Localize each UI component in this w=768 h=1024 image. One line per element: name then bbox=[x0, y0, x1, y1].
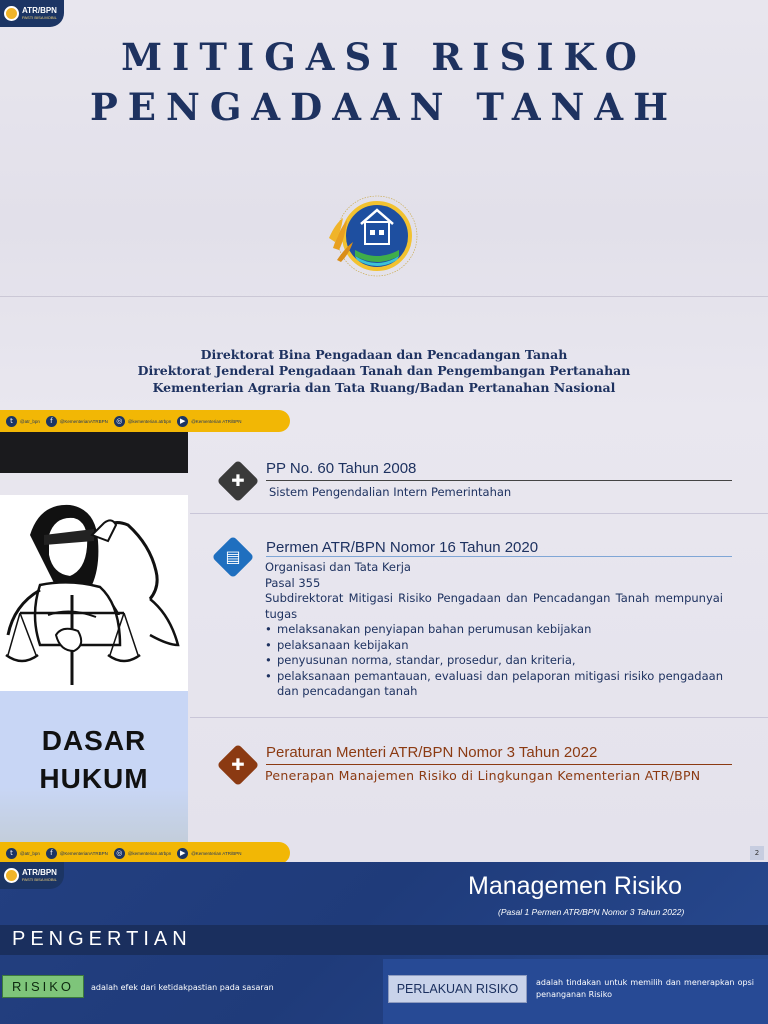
managemen-subtitle: (Pasal 1 Permen ATR/BPN Nomor 3 Tahun 2022) bbox=[498, 907, 685, 917]
section3-title: Peraturan Menteri ATR/BPN Nomor 3 Tahun 2022 bbox=[266, 744, 598, 761]
book-icon: ▤ bbox=[225, 547, 241, 566]
social-youtube: @Kementerian ATR/BPN bbox=[191, 418, 242, 424]
section1-subtitle: Sistem Pengendalian Intern Pemerintahan bbox=[269, 485, 512, 499]
twitter-icon[interactable]: t bbox=[6, 416, 17, 427]
social-bar bbox=[0, 410, 290, 432]
youtube-icon[interactable]: ▶ bbox=[177, 848, 188, 859]
section2-title: Permen ATR/BPN Nomor 16 Tahun 2020 bbox=[266, 539, 539, 556]
risiko-definition: adalah efek dari ketidakpastian pada sasaran bbox=[91, 983, 274, 992]
brand-name: ATR/BPN bbox=[22, 6, 57, 15]
social-instagram: @kementerian.atrbpn bbox=[127, 418, 172, 424]
social-bar bbox=[0, 842, 290, 864]
ministry-seal-icon bbox=[325, 190, 425, 285]
pengertian-heading: PENGERTIAN bbox=[12, 928, 192, 950]
section3-subtitle: Penerapan Manajemen Risiko di Lingkungan Kementerian ATR/BPN bbox=[265, 768, 701, 783]
list-item: • pelaksanaan kebijakan bbox=[265, 638, 723, 654]
instagram-icon[interactable]: ◎ bbox=[114, 416, 125, 427]
youtube-icon[interactable]: ▶ bbox=[177, 416, 188, 427]
section2-line2: Pasal 355 bbox=[265, 575, 321, 590]
cover-divider bbox=[0, 296, 768, 297]
section-divider bbox=[190, 513, 768, 514]
list-item: • pelaksanaan pemantauan, evaluasi dan pelaporan mitigasi risiko pengadaan dan pencadangan tanah bbox=[265, 669, 723, 700]
section-divider bbox=[190, 717, 768, 718]
cover-title-line2: PENGADAAN TANAH bbox=[89, 85, 679, 129]
section1-title: PP No. 60 Tahun 2008 bbox=[266, 460, 417, 477]
org-directorate-general: Direktorat Jenderal Pengadaan Tanah dan Pengembangan Pertanahan bbox=[137, 363, 631, 378]
org-ministry: Kementerian Agraria dan Tata Ruang/Badan Pertanahan Nasional bbox=[152, 380, 616, 395]
atr-bpn-corner-logo bbox=[0, 862, 64, 889]
puzzle-icon: ✚ bbox=[231, 755, 245, 774]
lady-justice-illustration bbox=[0, 495, 188, 691]
section2-paragraph: Subdirektorat Mitigasi Risiko Pengadaan dan Pencadangan Tanah mempunyai tugas bbox=[265, 591, 723, 621]
risiko-label: RISIKO bbox=[2, 975, 84, 998]
section2-body bbox=[265, 560, 723, 700]
list-item: • penyusunan norma, standar, prosedur, dan kriteria, bbox=[265, 653, 723, 669]
brand-tagline: PASTI BISA MOBIL bbox=[22, 15, 57, 20]
social-facebook: @KementerianATRBPN bbox=[59, 418, 108, 424]
twitter-icon[interactable]: t bbox=[6, 848, 17, 859]
social-twitter: @atr_bpn bbox=[20, 418, 40, 424]
section1-rule bbox=[266, 480, 732, 481]
social-youtube: @Kementerian ATR/BPN bbox=[191, 850, 242, 856]
perlakuan-label: PERLAKUAN RISIKO bbox=[388, 975, 527, 1003]
section2-bullets bbox=[265, 622, 723, 700]
section3-rule bbox=[266, 764, 732, 765]
left-panel bbox=[0, 432, 188, 852]
instagram-icon[interactable]: ◎ bbox=[114, 848, 125, 859]
dasar-heading: DASAR bbox=[41, 725, 147, 756]
brand-name: ATR/BPN bbox=[22, 868, 57, 877]
brand-tagline: PASTI BISA MOBIL bbox=[22, 877, 57, 882]
social-instagram: @kementerian.atrbpn bbox=[127, 850, 172, 856]
section2-line1: Organisasi dan Tata Kerja bbox=[265, 560, 411, 574]
puzzle-icon: ✚ bbox=[231, 471, 245, 490]
list-item: • melaksanakan penyiapan bahan perumusan kebijakan bbox=[265, 622, 723, 638]
hukum-heading: HUKUM bbox=[39, 763, 149, 794]
managemen-risiko-slide bbox=[0, 862, 768, 1024]
facebook-icon[interactable]: f bbox=[46, 848, 57, 859]
atr-bpn-corner-logo bbox=[0, 0, 64, 27]
left-panel-header bbox=[0, 432, 188, 473]
managemen-title: Managemen Risiko bbox=[468, 872, 682, 900]
dasar-hukum-slide bbox=[0, 410, 768, 862]
social-twitter: @atr_bpn bbox=[20, 850, 40, 856]
social-facebook: @KementerianATRBPN bbox=[59, 850, 108, 856]
facebook-icon[interactable]: f bbox=[46, 416, 57, 427]
org-directorate: Direktorat Bina Pengadaan dan Pencadangan Tanah bbox=[200, 347, 568, 362]
seal-icon bbox=[4, 868, 19, 883]
cover-slide bbox=[0, 0, 768, 410]
perlakuan-definition: adalah tindakan untuk memilih dan menerapkan opsi penanganan Risiko bbox=[536, 978, 754, 999]
cover-title-line1: MITIGASI RISIKO bbox=[121, 35, 647, 79]
section2-rule bbox=[266, 556, 732, 557]
page-number: 2 bbox=[750, 846, 764, 860]
seal-icon bbox=[4, 6, 19, 21]
